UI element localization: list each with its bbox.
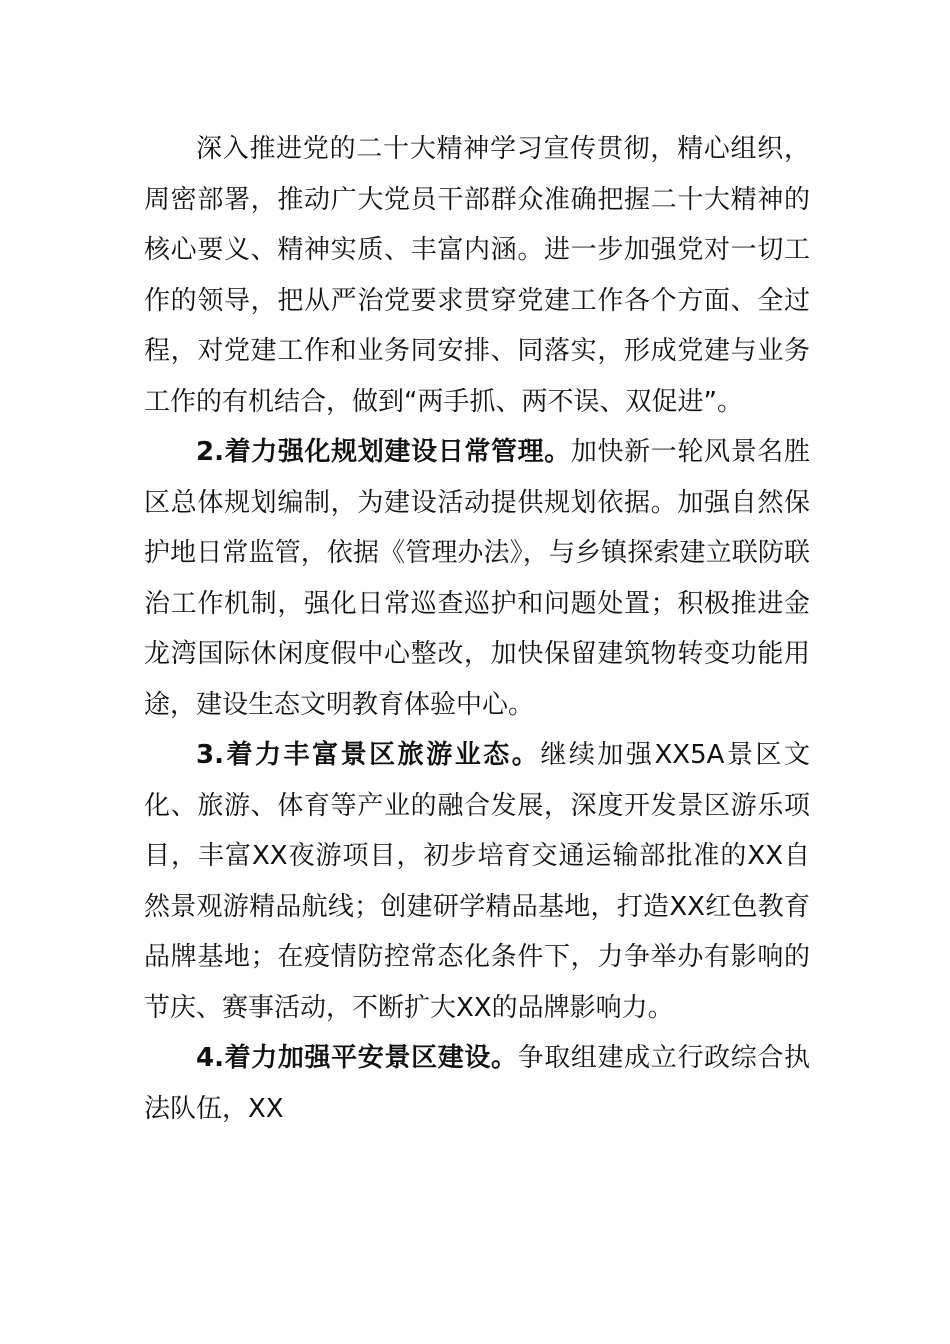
paragraph-3-text: 继续加强XX5A景区文化、旅游、体育等产业的融合发展，深度开发景区游乐项目，丰富XX夜游项目，初步培育交通运输部批准的XX自然景观游精品航线；创建研学精品基地，打造XX红色教育品牌基地；在疫情防控常态化条件下，力争举办有影响的节庆、赛事活动，不断扩大XX的品牌影响力。 (144, 740, 811, 1023)
paragraph-1-text: 深入推进党的二十大精神学习宣传贯彻，精心组织，周密部署，推动广大党员干部群众准确把握二十大精神的核心要义、精神实质、丰富内涵。进一步加强党对一切工作的领导，把从严治党要求贯穿党建工作各个方面、全过程，对党建工作和业务同安排、同落实，形成党建与业务工作的有机结合，做到“两手抓、两不误、双促进”。 (144, 134, 810, 417)
paragraph-3 (144, 730, 810, 1033)
paragraph-2 (144, 427, 810, 730)
document-body (144, 124, 810, 1134)
paragraph-1 (144, 124, 810, 427)
paragraph-2-text: 加快新一轮风景名胜区总体规划编制，为建设活动提供规划依据。加强自然保护地日常监管，依据《管理办法》，与乡镇探索建立联防联治工作机制，强化日常巡查巡护和问题处置；积极推进金龙湾国际休闲度假中心整改，加快保留建筑物转变功能用途，建设生态文明教育体验中心。 (144, 437, 810, 720)
paragraph-2-heading: 2.着力强化规划建设日常管理。 (196, 437, 571, 467)
paragraph-4-text: 争取组建成立行政综合执法队伍，XX (144, 1043, 810, 1124)
paragraph-4 (144, 1033, 810, 1134)
paragraph-3-heading: 3.着力丰富景区旅游业态。 (196, 740, 541, 770)
paragraph-4-heading: 4.着力加强平安景区建设。 (196, 1043, 518, 1073)
